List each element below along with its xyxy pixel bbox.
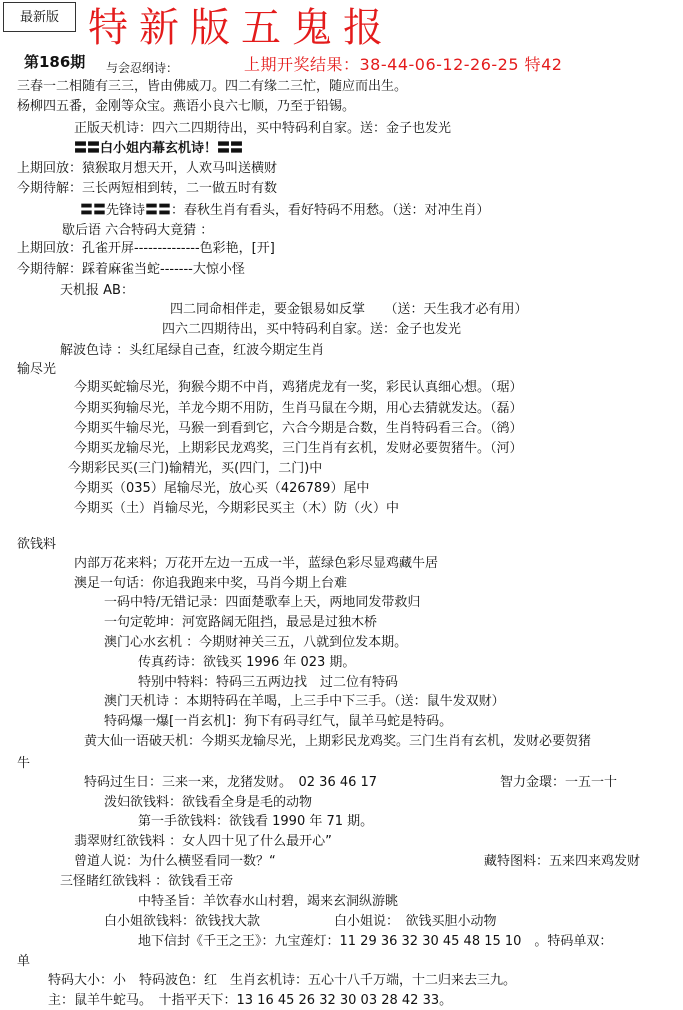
money-line-5: 澳门心水玄机 ：今期财神关三五，八就到位发本期。: [104, 635, 408, 650]
today-solve-1: 今期待解：三长两短相到转，二一做五时有数: [17, 181, 278, 196]
envelope-line: 地下信封《千王之王》：九宝莲灯：11 29 36 32 30 45 48 15 10 。特码单双：: [138, 934, 613, 949]
lose-all-heading: 输尽光: [17, 362, 57, 377]
shrew-line: 泼妇欲钱料：欲钱看全身是毛的动物: [104, 795, 313, 810]
decree-line: 中特圣旨：羊饮春水山村碧，竭来玄洞纵游眺: [138, 894, 399, 909]
hidden-chart-line: 藏特图料：五来四来鸡发财: [484, 854, 641, 869]
money-line-10-wrap: 牛: [17, 756, 31, 771]
birthday-line: 特码过生日：三来一来，龙猪发财。 02 36 46 17: [84, 775, 378, 790]
color-poem: 解波色诗 ：头红尾绿自己查，红波今期定生肖: [60, 343, 325, 358]
money-line-2: 澳足一句话：你追我跑来中奖，马肖今期上台难: [74, 576, 348, 591]
money-line-1: 内部万花来料；万花开左边一五成一半，蓝绿色彩尽显鸡藏牛居: [74, 556, 439, 571]
lose-line-7: 今期买（土）肖输尽光，今期彩民买主（木）防（火）中: [74, 501, 400, 516]
lose-line-1: 今期买蛇输尽光，狗猴今期不中肖，鸡猪虎龙有一奖，彩民认真细心想。（琚）: [74, 380, 523, 395]
issue-number: 第186期: [24, 53, 86, 71]
jade-line: 翡翠财红欲钱料 ：女人四十见了什么最开心”: [74, 834, 332, 849]
lose-line-6: 今期买（035）尾输尽光，放心买（426789）尾中: [74, 481, 370, 496]
final-line: 主：鼠羊牛蛇马。 十指平天下：13 16 45 26 32 30 03 28 42 33。: [48, 993, 453, 1008]
first-hand-line: 第一手欲钱料：欲钱看 1990 年 71 期。: [138, 814, 374, 829]
poem-line-2: 杨柳四五番，金刚等众宝。燕语小良六七顺，乃至于铅锡。: [17, 99, 356, 114]
page-title: 特新版五鬼报: [88, 5, 394, 51]
xiehouyu-heading: 歇后语 六合特码大竟猜 ：: [62, 223, 214, 238]
last-replay-2: 上期回放：孔雀开屏--------------色彩艳，[开]: [17, 241, 275, 256]
bxj-money-line: 白小姐欲钱料：欲钱找大款: [104, 914, 261, 929]
last-draw-result: 上期开奖结果：38-44-06-12-26-25 特42: [244, 55, 563, 74]
edition-badge: 最新版: [3, 2, 76, 32]
size-color-line: 特码大小：小 特码波色：红 生肖玄机诗：五心十八千万端，十二归来去三九。: [48, 973, 517, 988]
pioneer-poem: 〓〓先锋诗〓〓：春秋生肖有看头，看好特码不用愁。（送：对冲生肖）: [80, 203, 490, 218]
money-line-9: 特码爆一爆[一肖玄机]：狗下有码寻红气，鼠羊马蛇是特码。: [104, 714, 453, 729]
money-line-4: 一句定乾坤：河宽路阔无阻挡，最忌是过独木桥: [104, 615, 378, 630]
last-replay-1: 上期回放：猿猴取月想天开，人欢马叫送横财: [17, 161, 278, 176]
iq-ring-line: 智力金環：一五一十: [500, 775, 618, 790]
lose-line-5: 今期彩民买(三门)输精光，买(四门，二门)中: [68, 461, 323, 476]
tianji-poem: 正版天机诗：四六二四期待出，买中特码利自家。送：金子也发光: [74, 121, 452, 136]
money-line-3: 一码中特/无错记录：四面楚歌奉上天，两地同发带救归: [104, 595, 421, 610]
money-heading: 欲钱料: [17, 537, 57, 552]
bxj-says-line: 白小姐说： 欲钱买胆小动物: [334, 914, 497, 929]
three-oddities-line: 三怪睹红欲钱料 ：欲钱看王帝: [60, 874, 234, 889]
poem-line-1: 三春一二相随有三三，皆由佛威刀。四二有缘二三忙，随应而出生。: [17, 79, 408, 94]
poem-caption: 与会忍纲诗：: [106, 61, 179, 75]
lose-line-2: 今期买狗输尽光，羊龙今期不用防，生肖马鼠在今期，用心去猜就发达。（磊）: [74, 401, 523, 416]
today-solve-2: 今期待解：踩着麻雀当蛇-------大惊小怪: [17, 262, 245, 277]
lose-line-4: 今期买龙输尽光，上期彩民龙鸡奖，三门生肖有玄机，发财必要贺猪牛。（河）: [74, 441, 523, 456]
taoist-line: 曾道人说：为什么横竖看同一数？“: [74, 854, 276, 869]
bxj-poem-heading: 〓〓白小姐内幕玄机诗！〓〓: [74, 141, 244, 156]
money-line-6: 传真药诗：欲钱买 1996 年 023 期。: [138, 655, 356, 670]
money-line-10: 黄大仙一语破天机：今期买龙输尽光，上期彩民龙鸡奖。三门生肖有玄机，发财必要贺猪: [84, 734, 592, 749]
money-line-7: 特别中特料：特码三五两边找 过二位有特码: [138, 675, 399, 690]
lose-line-3: 今期买牛输尽光，马猴一到看到它，六合今期是合数，生肖特码看三合。（鹆）: [74, 421, 523, 436]
tianji-ab-line-2: 四六二四期待出，买中特码利自家。送：金子也发光: [162, 322, 462, 337]
envelope-line-wrap: 单: [17, 954, 31, 969]
tianji-ab-line-1: 四二同命相伴走，要金银易如反掌 （送：天生我才必有用）: [170, 302, 528, 317]
money-line-8: 澳门天机诗 ：本期特码在羊喝，上三手中下三手。（送：鼠牛发双财）: [104, 694, 505, 709]
tianji-ab-heading: 天机报 AB：: [60, 283, 134, 298]
